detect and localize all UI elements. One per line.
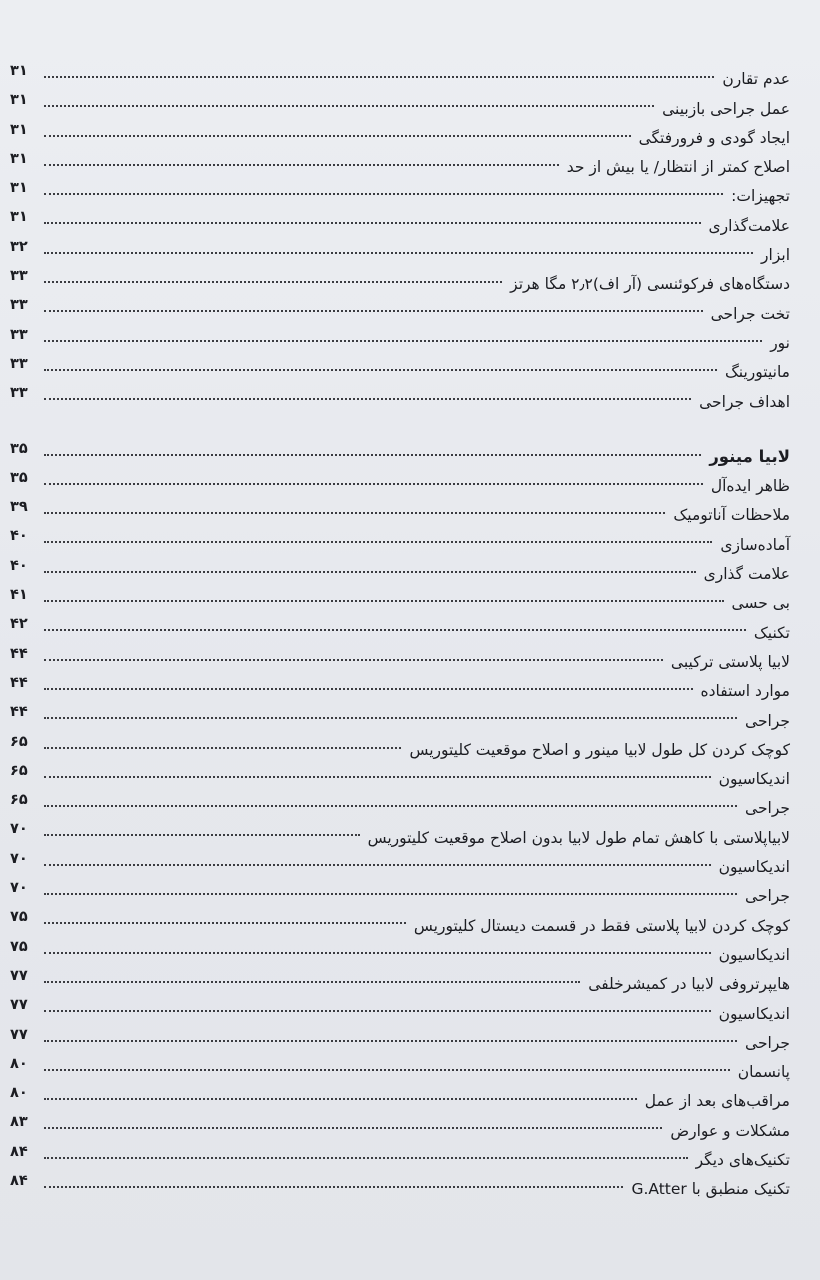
- toc-page-number: ۴۴: [10, 645, 28, 662]
- toc-section-1: [10, 60, 790, 412]
- toc-page-number: ۷۷: [10, 997, 28, 1014]
- toc-row: [10, 555, 790, 584]
- toc-page-number: ۴۰: [10, 557, 28, 574]
- toc-leader-dots: [44, 1123, 662, 1129]
- toc-leader-dots: [44, 336, 762, 342]
- toc-row: [10, 1024, 790, 1053]
- toc-entry-title: مشکلات و عوارض: [670, 1121, 790, 1140]
- toc-leader-dots: [44, 1065, 730, 1071]
- toc-row: [10, 265, 790, 294]
- toc-leader-dots: [44, 218, 701, 224]
- toc-entry-title: تخت جراحی: [710, 304, 790, 323]
- toc-entry-title: مراقب‌های بعد از عمل: [644, 1092, 790, 1111]
- toc-entry-title: تکنیک منطبق با G.Atter: [631, 1180, 790, 1199]
- toc-row: [10, 731, 790, 760]
- toc-leader-dots: [44, 772, 711, 778]
- toc-row: [10, 1053, 790, 1082]
- toc-page-number: ۳۳: [10, 385, 28, 402]
- toc-leader-dots: [44, 1094, 637, 1100]
- toc-entry-title: علامت گذاری: [703, 565, 790, 584]
- toc-leader-dots: [44, 131, 631, 137]
- toc-page-number: ۳۵: [10, 440, 28, 457]
- toc-leader-dots: [44, 306, 703, 312]
- toc-page-number: ۷۷: [10, 1026, 28, 1043]
- toc-leader-dots: [44, 830, 360, 836]
- toc-leader-dots: [44, 248, 753, 254]
- toc-row: [10, 496, 790, 525]
- toc-leader-dots: [44, 801, 737, 807]
- toc-page-number: ۷۵: [10, 938, 28, 955]
- toc-page-number: ۳۹: [10, 499, 28, 516]
- toc-row: [10, 177, 790, 206]
- toc-page-number: ۸۴: [10, 1172, 28, 1189]
- toc-row: [10, 936, 790, 965]
- toc-entry-title: جراحی: [745, 1033, 790, 1052]
- toc-row: [10, 643, 790, 672]
- toc-page-number: ۷۵: [10, 909, 28, 926]
- toc-entry-title: اندیکاسیون: [718, 945, 790, 964]
- toc-entry-title: لابیا پلاستی ترکیبی: [670, 652, 790, 671]
- toc-leader-dots: [44, 1006, 711, 1012]
- toc-page-number: ۳۱: [10, 121, 28, 138]
- toc-row: [10, 848, 790, 877]
- toc-entry-title: موارد استفاده: [700, 682, 790, 701]
- toc-row: [10, 89, 790, 118]
- toc-leader-dots: [44, 596, 724, 602]
- toc-entry-title: جراحی: [745, 711, 790, 730]
- toc-leader-dots: [44, 101, 654, 107]
- toc-entry-title: عدم تقارن: [722, 70, 790, 89]
- toc-page-number: ۳۲: [10, 238, 28, 255]
- toc-leader-dots: [44, 655, 663, 661]
- toc-entry-title: پانسمان: [737, 1063, 790, 1082]
- toc-leader-dots: [44, 479, 703, 485]
- toc-page-number: ۳۱: [10, 63, 28, 79]
- toc-page-number: ۶۵: [10, 762, 28, 779]
- toc-leader-dots: [44, 1153, 688, 1159]
- toc-entry-title: نور: [770, 333, 790, 352]
- toc-row: [10, 789, 790, 818]
- toc-page-number: ۴۴: [10, 674, 28, 691]
- toc-page-number: ۴۱: [10, 587, 28, 604]
- toc-row: [10, 701, 790, 730]
- toc-entry-title: اندیکاسیون: [718, 858, 790, 877]
- toc-leader-dots: [44, 1182, 623, 1188]
- toc-entry-title: لابیاپلاستی با کاهش تمام طول لابیا بدون اصلاح موقعیت کلیتوریس: [367, 828, 790, 847]
- toc-entry-title: کوچک کردن کل طول لابیا مینور و اصلاح موقعیت کلیتوریس: [409, 740, 790, 759]
- toc-leader-dots: [44, 537, 712, 543]
- toc-page-number: ۸۴: [10, 1143, 28, 1160]
- toc-page-number: ۳۳: [10, 268, 28, 285]
- toc-row: [10, 206, 790, 235]
- toc-page-number: ۳۳: [10, 355, 28, 372]
- toc-row: [10, 613, 790, 642]
- toc-leader-dots: [44, 277, 502, 283]
- toc-row: [10, 760, 790, 789]
- toc-row: [10, 324, 790, 353]
- toc-leader-dots: [44, 889, 737, 895]
- toc-row: [10, 119, 790, 148]
- toc-leader-dots: [44, 365, 717, 371]
- toc-entry-title: مانیتورینگ: [724, 363, 790, 382]
- toc-page-number: ۶۵: [10, 733, 28, 750]
- toc-entry-title: جراحی: [745, 887, 790, 906]
- toc-leader-dots: [44, 713, 737, 719]
- toc-leader-dots: [44, 918, 406, 924]
- toc-row: [10, 1170, 790, 1199]
- toc-page-number: ۷۰: [10, 850, 28, 867]
- toc-entry-title: اصلاح کمتر از انتظار/ یا بیش از حد: [566, 158, 790, 177]
- toc-leader-dots: [44, 394, 691, 400]
- toc-row: [10, 353, 790, 382]
- toc-row: [10, 584, 790, 613]
- toc-page-number: ۴۲: [10, 616, 28, 633]
- toc-page-number: ۸۰: [10, 1085, 28, 1102]
- toc-entry-title: آماده‌سازی: [720, 535, 790, 554]
- toc-row: [10, 60, 790, 89]
- toc-row: [10, 525, 790, 554]
- toc-chapter-title: لابیا مینور: [709, 446, 790, 466]
- toc-entry-title: ابزار: [761, 246, 790, 265]
- toc-leader-dots: [44, 450, 701, 456]
- toc-section-2: [10, 438, 790, 1200]
- toc-page-number: ۸۳: [10, 1114, 28, 1131]
- toc-entry-title: عمل جراحی بازبینی: [662, 99, 790, 118]
- toc-entry-title: دستگاه‌های فرکوئنسی (آر اف)۲٫۲ مگا هرتز: [510, 275, 790, 294]
- toc-page-number: ۷۰: [10, 880, 28, 897]
- toc-leader-dots: [44, 684, 693, 690]
- toc-entry-title: تکنیک: [753, 623, 790, 642]
- toc-page-number: ۳۱: [10, 92, 28, 109]
- toc-row: [10, 236, 790, 265]
- toc-row: [10, 148, 790, 177]
- toc-entry-title: کوچک کردن لابیا پلاستی فقط در قسمت دیستال کلیتوریس: [413, 916, 790, 935]
- toc-leader-dots: [44, 625, 746, 631]
- toc-entry-title: ایجاد گودی و فرورفتگی: [638, 128, 790, 147]
- toc-row: [10, 1141, 790, 1170]
- toc-page-number: ۴۴: [10, 704, 28, 721]
- toc-entry-title: بی حسی: [731, 594, 790, 613]
- toc-page-number: ۳۱: [10, 209, 28, 226]
- toc-leader-dots: [44, 948, 711, 954]
- toc-entry-title: تجهیزات:: [731, 187, 790, 206]
- toc-row: [10, 382, 790, 411]
- toc-page-number: ۷۰: [10, 821, 28, 838]
- toc-row: [10, 965, 790, 994]
- toc-leader-dots: [44, 860, 711, 866]
- table-of-contents: [10, 60, 790, 1199]
- toc-row: [10, 906, 790, 935]
- toc-page-number: ۶۵: [10, 792, 28, 809]
- toc-entry-title: اهداف جراحی: [699, 392, 790, 411]
- toc-leader-dots: [44, 977, 580, 983]
- toc-leader-dots: [44, 189, 723, 195]
- toc-leader-dots: [44, 160, 559, 166]
- toc-entry-title: علامت‌گذاری: [708, 216, 790, 235]
- toc-page-number: ۷۷: [10, 967, 28, 984]
- toc-row: [10, 294, 790, 323]
- toc-entry-title: جراحی: [745, 799, 790, 818]
- toc-entry-title: تکنیک‌های دیگر: [695, 1150, 790, 1169]
- toc-leader-dots: [44, 1036, 737, 1042]
- toc-page-number: ۳۵: [10, 469, 28, 486]
- toc-entry-title: اندیکاسیون: [718, 770, 790, 789]
- toc-leader-dots: [44, 508, 665, 514]
- toc-row: [10, 877, 790, 906]
- toc-page-number: ۳۱: [10, 150, 28, 167]
- toc-row: [10, 672, 790, 701]
- toc-entry-title: ملاحظات آناتومیک: [673, 506, 790, 525]
- toc-page-number: ۳۳: [10, 297, 28, 314]
- toc-leader-dots: [44, 567, 696, 573]
- toc-row: [10, 994, 790, 1023]
- toc-page-number: ۸۰: [10, 1055, 28, 1072]
- toc-page-number: ۴۰: [10, 528, 28, 545]
- toc-entry-title: هایپرتروفی لابیا در کمیشرخلفی: [588, 975, 790, 994]
- toc-row: [10, 467, 790, 496]
- toc-leader-dots: [44, 72, 714, 78]
- toc-row: [10, 818, 790, 847]
- section-gap: [10, 412, 790, 438]
- toc-row: [10, 1111, 790, 1140]
- toc-page-number: ۳۳: [10, 326, 28, 343]
- toc-row: [10, 1082, 790, 1111]
- toc-leader-dots: [44, 743, 401, 749]
- toc-heading-row: [10, 438, 790, 467]
- toc-entry-title: ظاهر ایده‌آل: [710, 477, 790, 496]
- toc-page-number: ۳۱: [10, 180, 28, 197]
- toc-entry-title: اندیکاسیون: [718, 1004, 790, 1023]
